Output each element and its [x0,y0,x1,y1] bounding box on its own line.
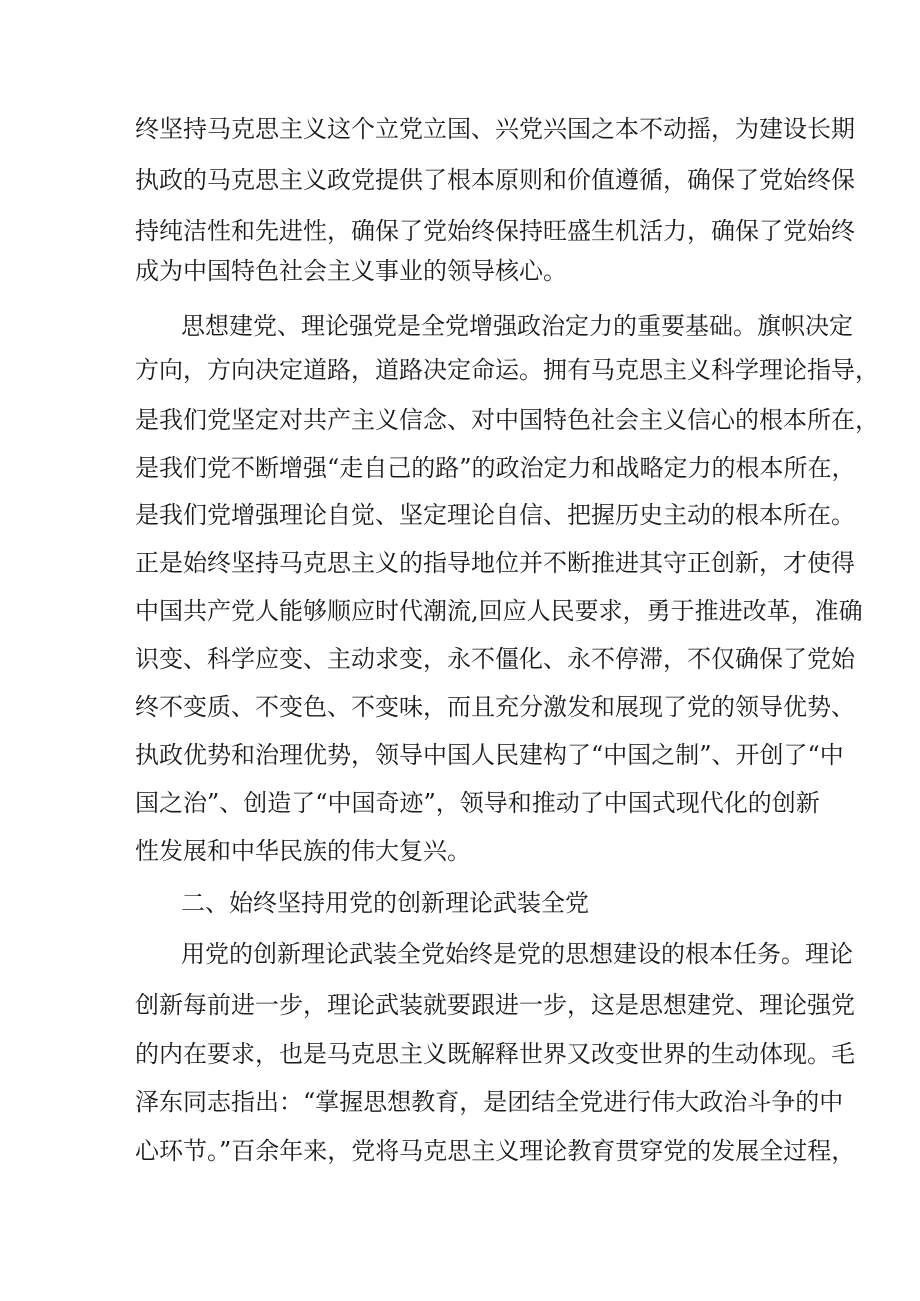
paragraph-line: 执政优势和治理优势，领导中国人民建构了“中国之制”、开创了“中 [135,741,844,769]
paragraph-line: 用党的创新理论武装全党始终是党的思想建设的根本任务。理论 [181,940,853,968]
paragraph-line: 正是始终坚持马克思主义的指导地位并不断推进其守正创新，才使得 [135,549,855,577]
paragraph-line: 的内在要求，也是马克思主义既解释世界又改变世界的生动体现。毛 [135,1040,855,1068]
paragraph-line: 性发展和中华民族的伟大复兴。 [135,837,471,865]
paragraph-line: 泽东同志指出：“掌握思想教育，是团结全党进行伟大政治斗争的中 [135,1088,844,1116]
paragraph-line: 是我们党不断增强“走自己的路”的政治定力和战略定力的根本所在， [135,454,856,482]
paragraph-line: 创新每前进一步，理论武装就要跟进一步，这是思想建党、理论强党 [135,991,855,1019]
paragraph-line: 终不变质、不变色、不变味，而且充分激发和展现了党的领导优势、 [135,693,855,721]
paragraph-line: 是我们党增强理论自觉、坚定理论自信、把握历史主动的根本所在。 [135,501,855,529]
paragraph-line: 持纯洁性和先进性，确保了党始终保持旺盛生机活力，确保了党始终 [135,217,855,245]
paragraph-line: 是我们党坚定对共产主义信念、对中国特色社会主义信心的根本所在， [135,406,879,434]
paragraph-line: 成为中国特色社会主义事业的领导核心。 [135,257,567,285]
section-heading: 二、始终坚持用党的创新理论武装全党 [181,889,589,917]
paragraph-line: 中国共产党人能够顺应时代潮流,回应人民要求，勇于推进改革，准确 [135,597,863,625]
paragraph-line: 思想建党、理论强党是全党增强政治定力的重要基础。旗帜决定 [181,312,853,340]
paragraph-line: 终坚持马克思主义这个立党立国、兴党兴国之本不动摇，为建设长期 [135,115,855,143]
paragraph-line: 识变、科学应变、主动求变，永不僵化、永不停滞，不仅确保了党始 [135,645,855,673]
paragraph-line: 心环节。”百余年来，党将马克思主义理论教育贯穿党的发展全过程， [135,1137,856,1165]
paragraph-line: 国之治”、创造了“中国奇迹”，领导和推动了中国式现代化的创新 [135,789,820,817]
paragraph-line: 执政的马克思主义政党提供了根本原则和价值遵循，确保了党始终保 [135,166,855,194]
paragraph-line: 方向，方向决定道路，道路决定命运。拥有马克思主义科学理论指导， [135,356,879,384]
